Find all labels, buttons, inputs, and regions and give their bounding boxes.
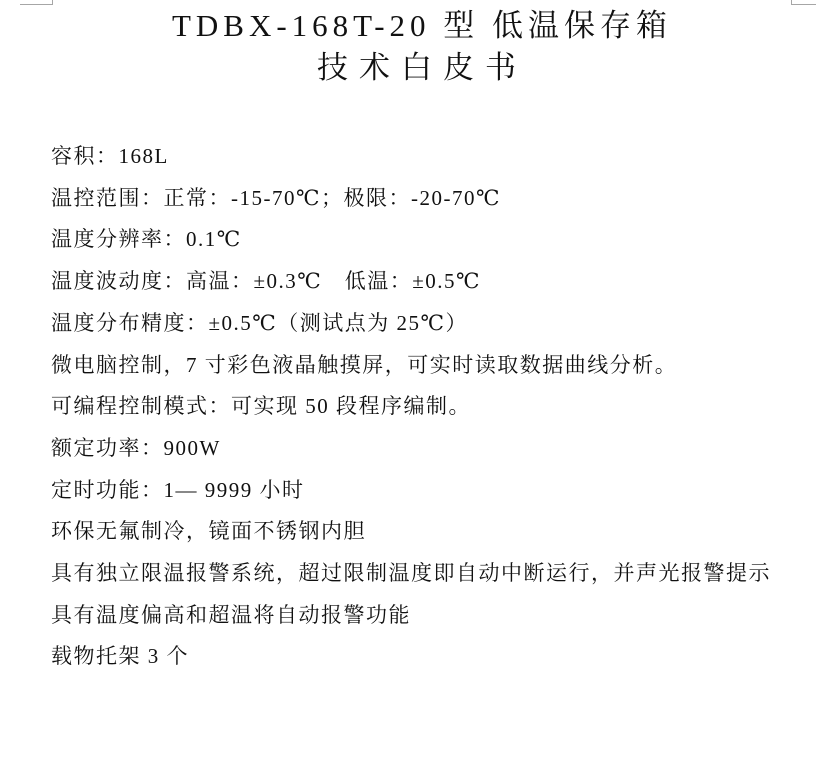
spec-line-limit-alarm: 具有独立限温报警系统，超过限制温度即自动中断运行，并声光报警提示 — [51, 561, 771, 586]
spec-line-overtemp-alarm: 具有温度偏高和超温将自动报警功能 — [51, 602, 411, 627]
spec-line-programmable-mode: 可编程控制模式：可实现 50 段程序编制。 — [51, 394, 471, 419]
document-title — [52, 5, 792, 89]
spec-line-rated-power: 额定功率：900W — [51, 435, 221, 460]
spec-line-temp-uniformity: 温度分布精度：±0.5℃（测试点为 25℃） — [51, 310, 469, 335]
spec-list — [51, 136, 796, 678]
spec-line-eco-cooling: 环保无氟制冷，镜面不锈钢内胆 — [51, 519, 366, 544]
crop-mark-top-right-horizontal — [792, 4, 816, 5]
spec-line-capacity: 容积：168L — [51, 144, 169, 168]
title-subtitle-line: 技术白皮书 — [317, 50, 527, 85]
spec-line-timer-function: 定时功能：1— 9999 小时 — [51, 477, 305, 502]
crop-mark-top-left-horizontal — [20, 4, 52, 5]
spec-line-controller: 微电脑控制，7 寸彩色液晶触摸屏，可实时读取数据曲线分析。 — [51, 352, 678, 377]
spec-line-temp-range: 温控范围：正常：-15-70℃；极限：-20-70℃ — [51, 185, 501, 210]
spec-line-temp-resolution: 温度分辨率：0.1℃ — [51, 227, 242, 252]
title-model-line: TDBX-168T-20 型 低温保存箱 — [171, 8, 673, 43]
spec-line-shelves: 载物托架 3 个 — [51, 644, 189, 669]
spec-line-temp-fluctuation: 温度波动度：高温：±0.3℃ 低温：±0.5℃ — [51, 269, 482, 294]
